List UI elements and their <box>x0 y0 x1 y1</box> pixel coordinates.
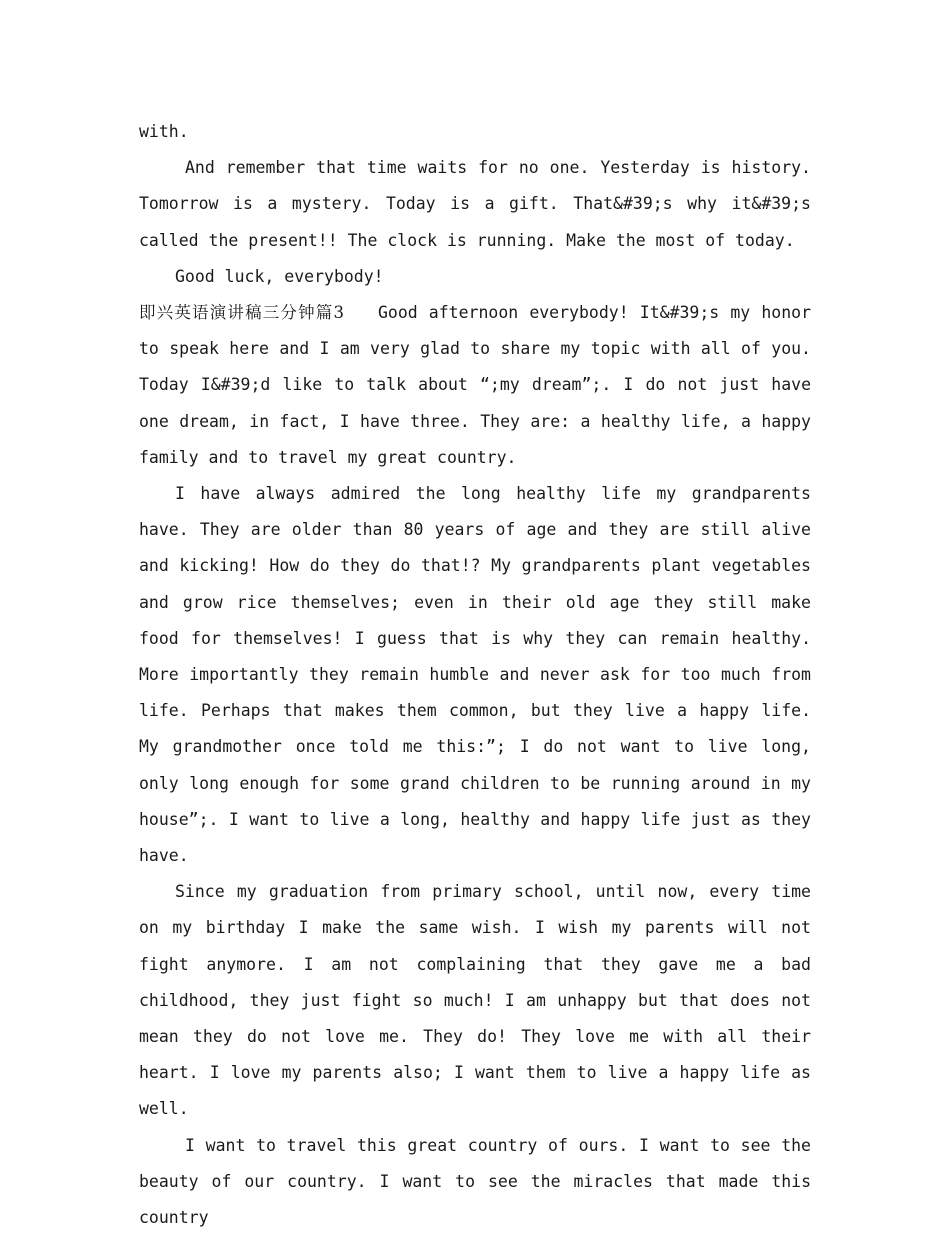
paragraph-good-luck: Good luck, everybody! <box>175 266 384 286</box>
section-heading: 即兴英语演讲稿三分钟篇3 <box>139 303 344 323</box>
paragraph-time-waits: And remember that time waits for no one. Yesterday is history. Tomorrow is a mystery. Today is a gift. That&#39;s why it&#39;s called the present!! The clock is running. Make the most of today. <box>139 158 811 250</box>
paragraph-continuation: with. <box>139 122 189 141</box>
paragraph-parents: Since my graduation from primary school, until now, every time on my birthday I make the same wish. I wish my parents will not fight anymore. I am not complaining that they gave me a bad childhood, they just fight so much! I am unhappy but that does not mean they do not love me. They do! They love me with all their heart. I love my parents also; I want them to live a happy life as well. <box>139 882 811 1119</box>
document-body <box>139 114 811 1236</box>
speech-3-opening: Good afternoon everybody! It&#39;s my honor to speak here and I am very glad to share my topic with all of you. Today I&#39;d like to talk about “;my dream”;. I do not just have one dream, in fact, I have three. They are: a healthy life, a happy family and to travel my great country. <box>139 303 811 467</box>
paragraph-travel: I want to travel this great country of ours. I want to see the beauty of our country. I want to see the miracles that made this country <box>139 1135 811 1228</box>
paragraph-speech-3 <box>139 295 811 476</box>
paragraph-grandparents: I have always admired the long healthy life my grandparents have. They are older than 80 years of age and they are still alive and kicking! How do they do that!? My grandparents plant vegetables and grow rice themselves; even in their old age they still make food for themselves! I guess that is why they can remain healthy. More importantly they remain humble and never ask for too much from life. Perhaps that makes them common, but they live a happy life. My grandmother once told me this:”; I do not want to live long, only long enough for some grand children to be running around in my house”;. I want to live a long, healthy and happy life just as they have. <box>139 484 811 866</box>
